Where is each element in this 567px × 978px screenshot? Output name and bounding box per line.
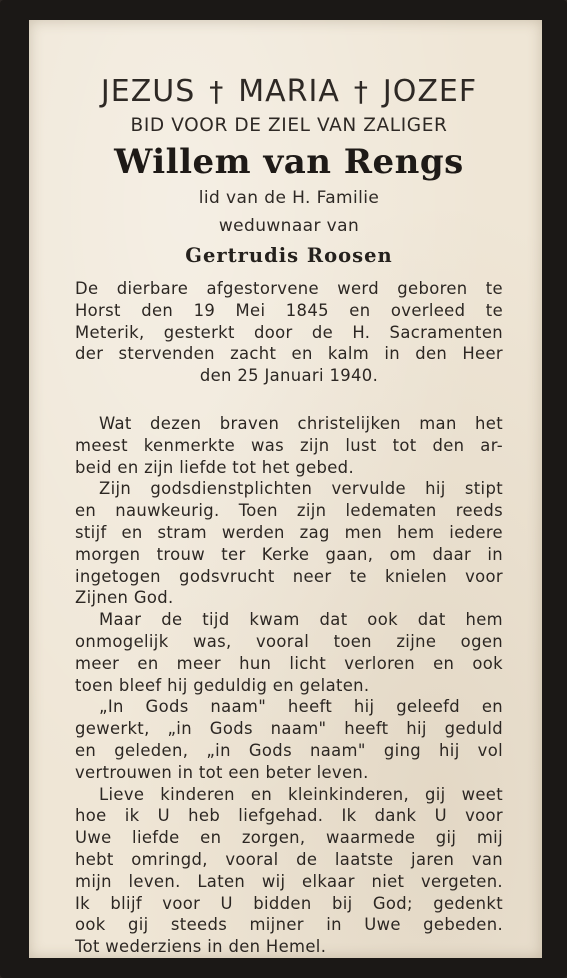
text-line: vertrouwen in tot een beter leven. — [75, 762, 369, 782]
text-line: Maar de tijd kwam dat ook dat hem — [99, 610, 503, 630]
card-content — [75, 40, 503, 958]
text-line: onmogelijk was, vooral toen zijne ogen — [75, 631, 503, 651]
bio-line: Meterik, gesterkt door de H. Sacramenten — [75, 322, 503, 342]
text-line: Uwe liefde en zorgen, waarmede gij mij — [75, 828, 503, 848]
header-word-jezus: JEZUS — [100, 74, 196, 109]
text-line: morgen trouw ter Kerke gaan, om daar in — [75, 544, 503, 564]
text-line: Zijn godsdienstplichten vervulde hij stipt — [99, 479, 503, 499]
deceased-name: Willem van Rengs — [114, 142, 464, 182]
text-line: Tot wederziens in den Hemel. — [75, 937, 327, 957]
prayer-line: BID VOOR DE ZIEL VAN ZALIGER — [130, 115, 448, 136]
header-word-jozef: JOZEF — [382, 74, 478, 109]
text-line: hebt omringd, vooral de laatste jaren van — [75, 849, 503, 869]
text-line: meer en meer hun licht verloren en ook — [75, 653, 503, 673]
paragraph-2 — [75, 478, 503, 609]
paragraph-3 — [75, 609, 503, 696]
spouse-name: Gertrudis Roosen — [185, 244, 393, 267]
card-paper — [29, 20, 542, 958]
text-line: stijf en stram werden zag men hem iedere — [75, 522, 503, 542]
cross-icon: † — [209, 75, 225, 108]
bio-line: den 25 Januari 1940. — [199, 366, 379, 386]
text-line: gewerkt, „in Gods naam" heeft hij geduld — [75, 719, 503, 739]
cross-icon: † — [353, 75, 369, 108]
text-line: Zijnen God. — [75, 588, 174, 608]
widower-line: weduwnaar van — [218, 216, 360, 236]
paragraph-4 — [75, 696, 503, 783]
text-line: en nauwkeurig. Toen zijn ledematen reeds — [75, 501, 503, 521]
text-line: en geleden, „in Gods naam" ging hij vol — [75, 740, 503, 760]
text-line: Lieve kinderen en kleinkinderen, gij weet — [99, 784, 503, 804]
text-line: meest kenmerkte was zijn lust tot den ar- — [75, 435, 503, 455]
text-line: „In Gods naam" heeft hij geleefd en — [99, 697, 503, 717]
text-line: hoe ik U heb liefgehad. Ik dank U voor — [75, 806, 503, 826]
text-line: mijn leven. Laten wij elkaar niet vergeten. — [75, 871, 503, 891]
text-line: beid en zijn liefde tot het gebed. — [75, 457, 354, 477]
bio-line: der stervenden zacht en kalm in den Heer — [75, 344, 503, 364]
membership-line: lid van de H. Familie — [198, 188, 380, 208]
text-line: ook gij steeds mijner in Uwe gebeden. — [75, 915, 503, 935]
bio-line: De dierbare afgestorvene werd geboren te — [75, 279, 503, 298]
header-word-maria: MARIA — [238, 74, 340, 109]
text-line: ingetogen godsvrucht neer te knielen voor — [75, 566, 503, 586]
paragraph-1 — [75, 413, 503, 478]
paragraph-5 — [75, 784, 503, 958]
text-line: toen bleef hij geduldig en gelaten. — [75, 675, 370, 695]
text-line: Ik blijf voor U bidden bij God; gedenkt — [75, 893, 503, 913]
bio-line: Horst den 19 Mei 1845 en overleed te — [75, 300, 503, 320]
biography — [75, 278, 503, 387]
header-invocation — [75, 74, 503, 110]
text-line: Wat dezen braven christelijken man het — [99, 413, 503, 433]
